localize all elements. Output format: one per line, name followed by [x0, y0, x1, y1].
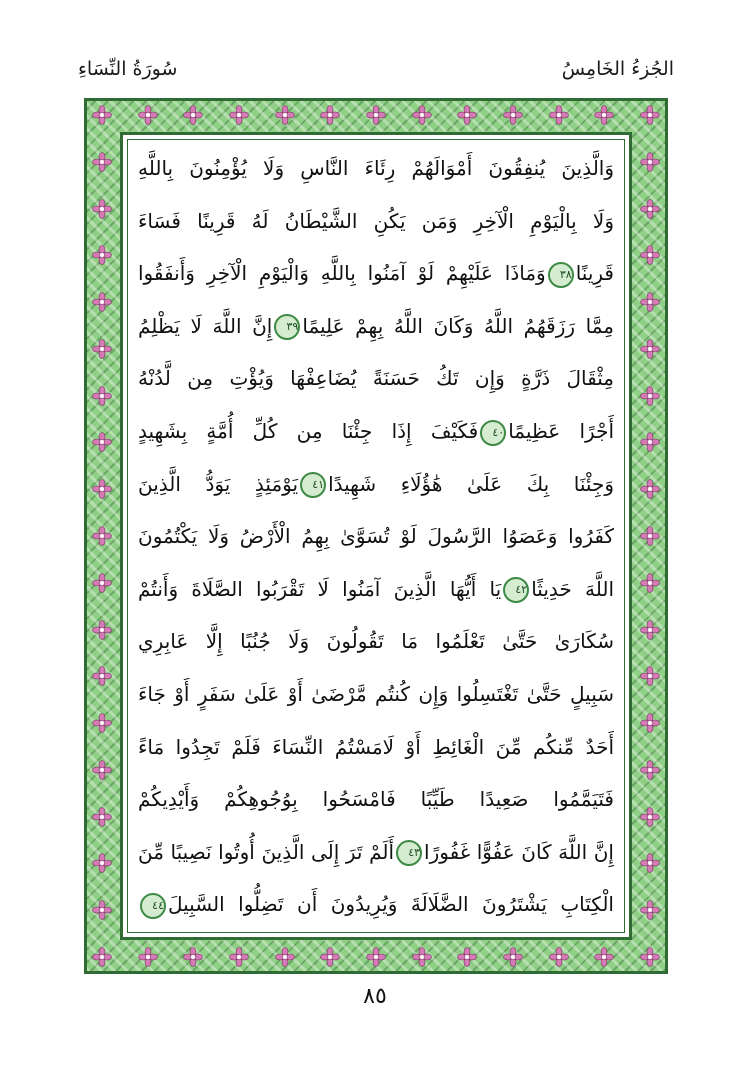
flower-ornament-icon [92, 245, 112, 265]
verse-text: مِثْقَالَ ذَرَّةٍ وَإِن تَكُ حَسَنَةً يُضَاعِفْهَا وَيُؤْتِ مِن لَّدُنْهُ [138, 366, 614, 391]
verse-text: أَلَمْ تَرَ إِلَى الَّذِينَ أُوتُوا نَصِيبًا مِّنَ [138, 839, 395, 864]
text-line [138, 458, 614, 510]
flower-ornament-icon [275, 105, 295, 125]
verse-text: وَلَا بِالْيَوْمِ الْآخِرِ وَمَن يَكُنِ الشَّيْطَانُ لَهُ قَرِينًا فَسَاءَ [138, 208, 614, 233]
flower-ornament-icon [92, 339, 112, 359]
text-line [138, 142, 614, 194]
flower-ornament-icon [640, 152, 660, 172]
text-line [138, 510, 614, 562]
flower-ornament-icon [457, 947, 477, 967]
verse-text: كَفَرُوا وَعَصَوُا الرَّسُولَ لَوْ تُسَوَّىٰ بِهِمُ الْأَرْضُ وَلَا يَكْتُمُونَ [138, 524, 614, 549]
flower-ornament-icon [92, 900, 112, 920]
flower-ornament-icon [92, 152, 112, 172]
ayah-number-marker: ٤٤ [140, 893, 166, 919]
flower-ornament-icon [640, 292, 660, 312]
flower-ornament-icon [640, 620, 660, 640]
flower-ornament-icon [183, 947, 203, 967]
flower-ornament-icon [640, 199, 660, 219]
flower-ornament-icon [640, 713, 660, 733]
ayah-number-marker: ٣٩ [274, 314, 300, 340]
flower-ornament-icon [275, 947, 295, 967]
flower-ornament-icon [92, 713, 112, 733]
verse-text: مِمَّا رَزَقَهُمُ اللَّهُ وَكَانَ اللَّهُ بِهِمْ عَلِيمًا [302, 313, 614, 338]
text-line [138, 773, 614, 825]
flower-ornament-icon [92, 760, 112, 780]
ayah-number-marker: ٤٠ [480, 420, 506, 446]
flower-ornament-icon [92, 386, 112, 406]
flower-ornament-icon [138, 105, 158, 125]
flower-ornament-icon [640, 900, 660, 920]
verse-text: سُكَارَىٰ حَتَّىٰ تَعْلَمُوا مَا تَقُولُونَ وَلَا جُنُبًا إِلَّا عَابِرِي [138, 629, 614, 654]
text-line [138, 878, 614, 930]
flower-ornament-icon [92, 526, 112, 546]
flower-ornament-icon [640, 853, 660, 873]
flower-ornament-icon [640, 666, 660, 686]
juz-title: الجُزءُ الخَامِسُ [561, 58, 674, 80]
flower-ornament-icon [92, 199, 112, 219]
flower-ornament-icon [92, 432, 112, 452]
flower-ornament-icon [92, 105, 112, 125]
verse-text: وَجِئْنَا بِكَ عَلَىٰ هَٰؤُلَاءِ شَهِيدًا [328, 471, 614, 496]
text-line [138, 721, 614, 773]
text-line [138, 247, 614, 299]
verse-text: إِنَّ اللَّهَ كَانَ عَفُوًّا غَفُورًا [424, 839, 614, 864]
flower-ornament-icon [457, 105, 477, 125]
flower-ornament-icon [640, 386, 660, 406]
verse-text: قَرِينًا [575, 261, 614, 286]
page-number: ٨٥ [363, 984, 387, 1009]
verse-text: يَا أَيُّهَا الَّذِينَ آمَنُوا لَا تَقْرَبُوا الصَّلَاةَ وَأَنتُمْ [138, 576, 502, 601]
flower-ornament-icon [92, 479, 112, 499]
flower-ornament-icon [594, 105, 614, 125]
flower-ornament-icon [594, 947, 614, 967]
verse-text: اللَّهَ حَدِيثًا [531, 576, 614, 601]
flower-ornament-icon [366, 947, 386, 967]
text-line [138, 615, 614, 667]
verse-text: يَوْمَئِذٍ يَوَدُّ الَّذِينَ [138, 471, 299, 496]
text-line [138, 300, 614, 352]
flower-ornament-icon [640, 105, 660, 125]
flower-ornament-icon [549, 105, 569, 125]
verse-text: إِنَّ اللَّهَ لَا يَظْلِمُ [138, 313, 273, 338]
flower-ornament-icon [320, 105, 340, 125]
flower-ornament-icon [640, 947, 660, 967]
ayah-number-marker: ٤٣ [396, 840, 422, 866]
quran-text [138, 142, 614, 932]
flower-ornament-icon [183, 105, 203, 125]
flower-ornament-icon [412, 947, 432, 967]
flower-ornament-icon [640, 245, 660, 265]
verse-text: الْكِتَابِ يَشْتَرُونَ الضَّلَالَةَ وَيُرِيدُونَ أَن تَضِلُّوا السَّبِيلَ [168, 892, 614, 917]
flower-ornament-icon [366, 105, 386, 125]
flower-ornament-icon [92, 620, 112, 640]
text-line [138, 826, 614, 878]
flower-ornament-icon [138, 947, 158, 967]
flower-ornament-icon [92, 807, 112, 827]
text-line [138, 563, 614, 615]
surah-title: سُورَةُ النِّسَاءِ [78, 58, 178, 80]
flower-ornament-icon [640, 760, 660, 780]
flower-ornament-icon [92, 666, 112, 686]
text-line [138, 405, 614, 457]
ayah-number-marker: ٤١ [300, 472, 326, 498]
flower-ornament-icon [92, 292, 112, 312]
flower-ornament-icon [412, 105, 432, 125]
flower-ornament-icon [503, 105, 523, 125]
flower-ornament-icon [320, 947, 340, 967]
flower-ornament-icon [640, 339, 660, 359]
text-line [138, 195, 614, 247]
verse-text: فَتَيَمَّمُوا صَعِيدًا طَيِّبًا فَامْسَحُوا بِوُجُوهِكُمْ وَأَيْدِيكُمْ [138, 787, 614, 812]
text-line [138, 352, 614, 404]
verse-text: وَالَّذِينَ يُنفِقُونَ أَمْوَالَهُمْ رِئَاءَ النَّاسِ وَلَا يُؤْمِنُونَ بِاللَّهِ [138, 156, 614, 180]
verse-text: أَحَدٌ مِّنكُم مِّنَ الْغَائِطِ أَوْ لَامَسْتُمُ النِّسَاءَ فَلَمْ تَجِدُوا مَاءً [138, 734, 614, 759]
verse-text: وَمَاذَا عَلَيْهِمْ لَوْ آمَنُوا بِاللَّهِ وَالْيَوْمِ الْآخِرِ وَأَنفَقُوا [138, 261, 546, 286]
flower-ornament-icon [92, 853, 112, 873]
flower-ornament-icon [503, 947, 523, 967]
flower-ornament-icon [640, 526, 660, 546]
flower-ornament-icon [92, 573, 112, 593]
flower-ornament-icon [640, 479, 660, 499]
flower-ornament-icon [640, 807, 660, 827]
verse-text: أَجْرًا عَظِيمًا [508, 419, 614, 443]
flower-ornament-icon [229, 947, 249, 967]
flower-ornament-icon [640, 573, 660, 593]
verse-text: سَبِيلٍ حَتَّىٰ تَغْتَسِلُوا وَإِن كُنتُم مَّرْضَىٰ أَوْ عَلَىٰ سَفَرٍ أَوْ جَاءَ [138, 682, 614, 706]
verse-text: فَكَيْفَ إِذَا جِئْنَا مِن كُلِّ أُمَّةٍ بِشَهِيدٍ [138, 419, 479, 443]
flower-ornament-icon [549, 947, 569, 967]
ayah-number-marker: ٣٨ [548, 262, 574, 288]
text-line [138, 668, 614, 720]
ayah-number-marker: ٤٢ [503, 577, 529, 603]
flower-ornament-icon [229, 105, 249, 125]
flower-ornament-icon [92, 947, 112, 967]
flower-ornament-icon [640, 432, 660, 452]
